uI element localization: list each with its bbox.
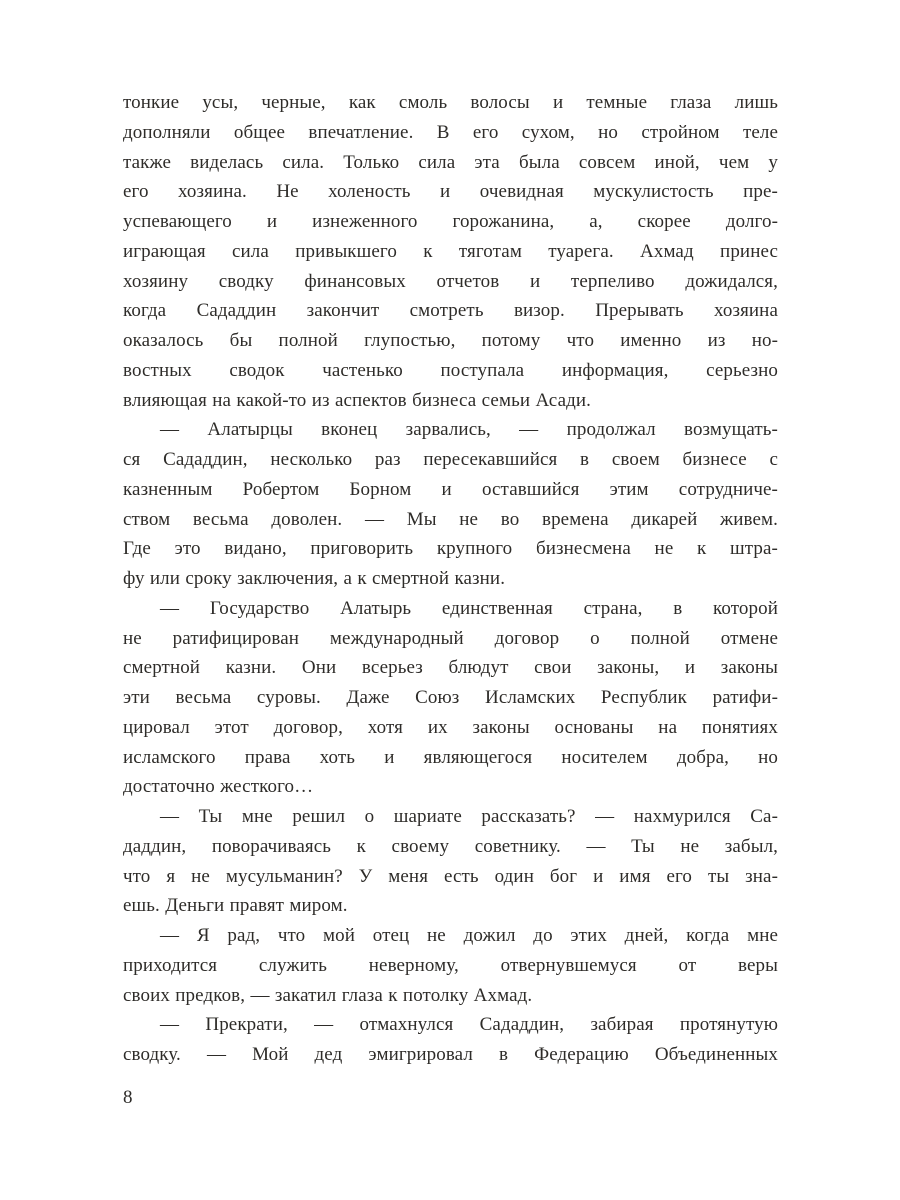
text-line: что я не мусульманин? У меня есть один бог и имя его ты зна-	[123, 865, 778, 887]
text-line: эти весьма суровы. Даже Союз Исламских Республик ратифи-	[123, 687, 778, 708]
text-line: также виделась сила. Только сила эта была совсем иной, чем у	[123, 151, 778, 173]
text-line: ешь. Деньги правят миром.	[123, 895, 348, 917]
paragraph	[123, 415, 778, 594]
text-line: достаточно жесткого…	[123, 776, 314, 798]
text-line: сводку. — Мой дед эмигрировал в Федерацию Объединенных	[123, 1044, 778, 1065]
paragraph	[123, 921, 778, 1010]
text-line: хозяину сводку финансовых отчетов и терпеливо дожидался,	[123, 270, 778, 292]
text-line: востных сводок частенько поступала информация, серьезно	[123, 359, 778, 381]
text-line: влияющая на какой-то из аспектов бизнеса семьи Асади.	[123, 389, 591, 411]
page-text-column	[123, 88, 778, 1070]
text-line: играющая сила привыкшего к тяготам туарега. Ахмад принес	[123, 240, 778, 262]
text-line: казненным Робертом Борном и оставшийся этим сотрудниче-	[123, 478, 778, 500]
text-line: тонкие усы, черные, как смоль волосы и темные глаза лишь	[123, 92, 778, 113]
text-line: фу или сроку заключения, а к смертной казни.	[123, 568, 506, 589]
text-line: ся Сададдин, несколько раз пересекавшийся в своем бизнесе с	[123, 449, 778, 470]
text-line: когда Сададдин закончит смотреть визор. Прерывать хозяина	[123, 300, 778, 322]
paragraph	[123, 802, 778, 921]
page-number: 8	[123, 1087, 133, 1108]
text-line: исламского права хоть и являющегося носителем добра, но	[123, 746, 778, 768]
text-line: приходится служить неверному, отвернувшемуся от веры	[123, 954, 778, 976]
text-line: — Я рад, что мой отец не дожил до этих дней, когда мне	[160, 925, 778, 946]
text-line: ством весьма доволен. — Мы не во времена дикарей живем.	[123, 508, 778, 530]
text-line: дополняли общее впечатление. В его сухом, но стройном теле	[123, 121, 778, 143]
text-line: Где это видано, приговорить крупного бизнесмена не к штра-	[123, 538, 778, 560]
text-line: успевающего и изнеженного горожанина, а, скорее долго-	[123, 211, 778, 232]
text-line: — Прекрати, — отмахнулся Сададдин, забирая протянутую	[160, 1014, 778, 1036]
text-line: цировал этот договор, хотя их законы основаны на понятиях	[123, 716, 778, 738]
text-line: даддин, поворачиваясь к своему советнику. — Ты не забыл,	[123, 835, 778, 857]
paragraph	[123, 594, 778, 802]
text-line: — Алатырцы вконец зарвались, — продолжал возмущать-	[160, 419, 778, 441]
paragraph	[123, 1010, 778, 1070]
text-line: — Ты мне решил о шариате рассказать? — нахмурился Са-	[160, 806, 778, 827]
text-line: его хозяина. Не холеность и очевидная мускулистость пре-	[123, 181, 778, 203]
text-line: оказалось бы полной глупостью, потому что именно из но-	[123, 330, 778, 351]
text-line: не ратифицирован международный договор о полной отмене	[123, 627, 778, 649]
paragraph	[123, 88, 778, 415]
text-line: смертной казни. Они всерьез блюдут свои законы, и законы	[123, 657, 778, 679]
text-line: — Государство Алатырь единственная страна, в которой	[160, 597, 778, 619]
text-line: своих предков, — закатил глаза к потолку Ахмад.	[123, 984, 533, 1006]
